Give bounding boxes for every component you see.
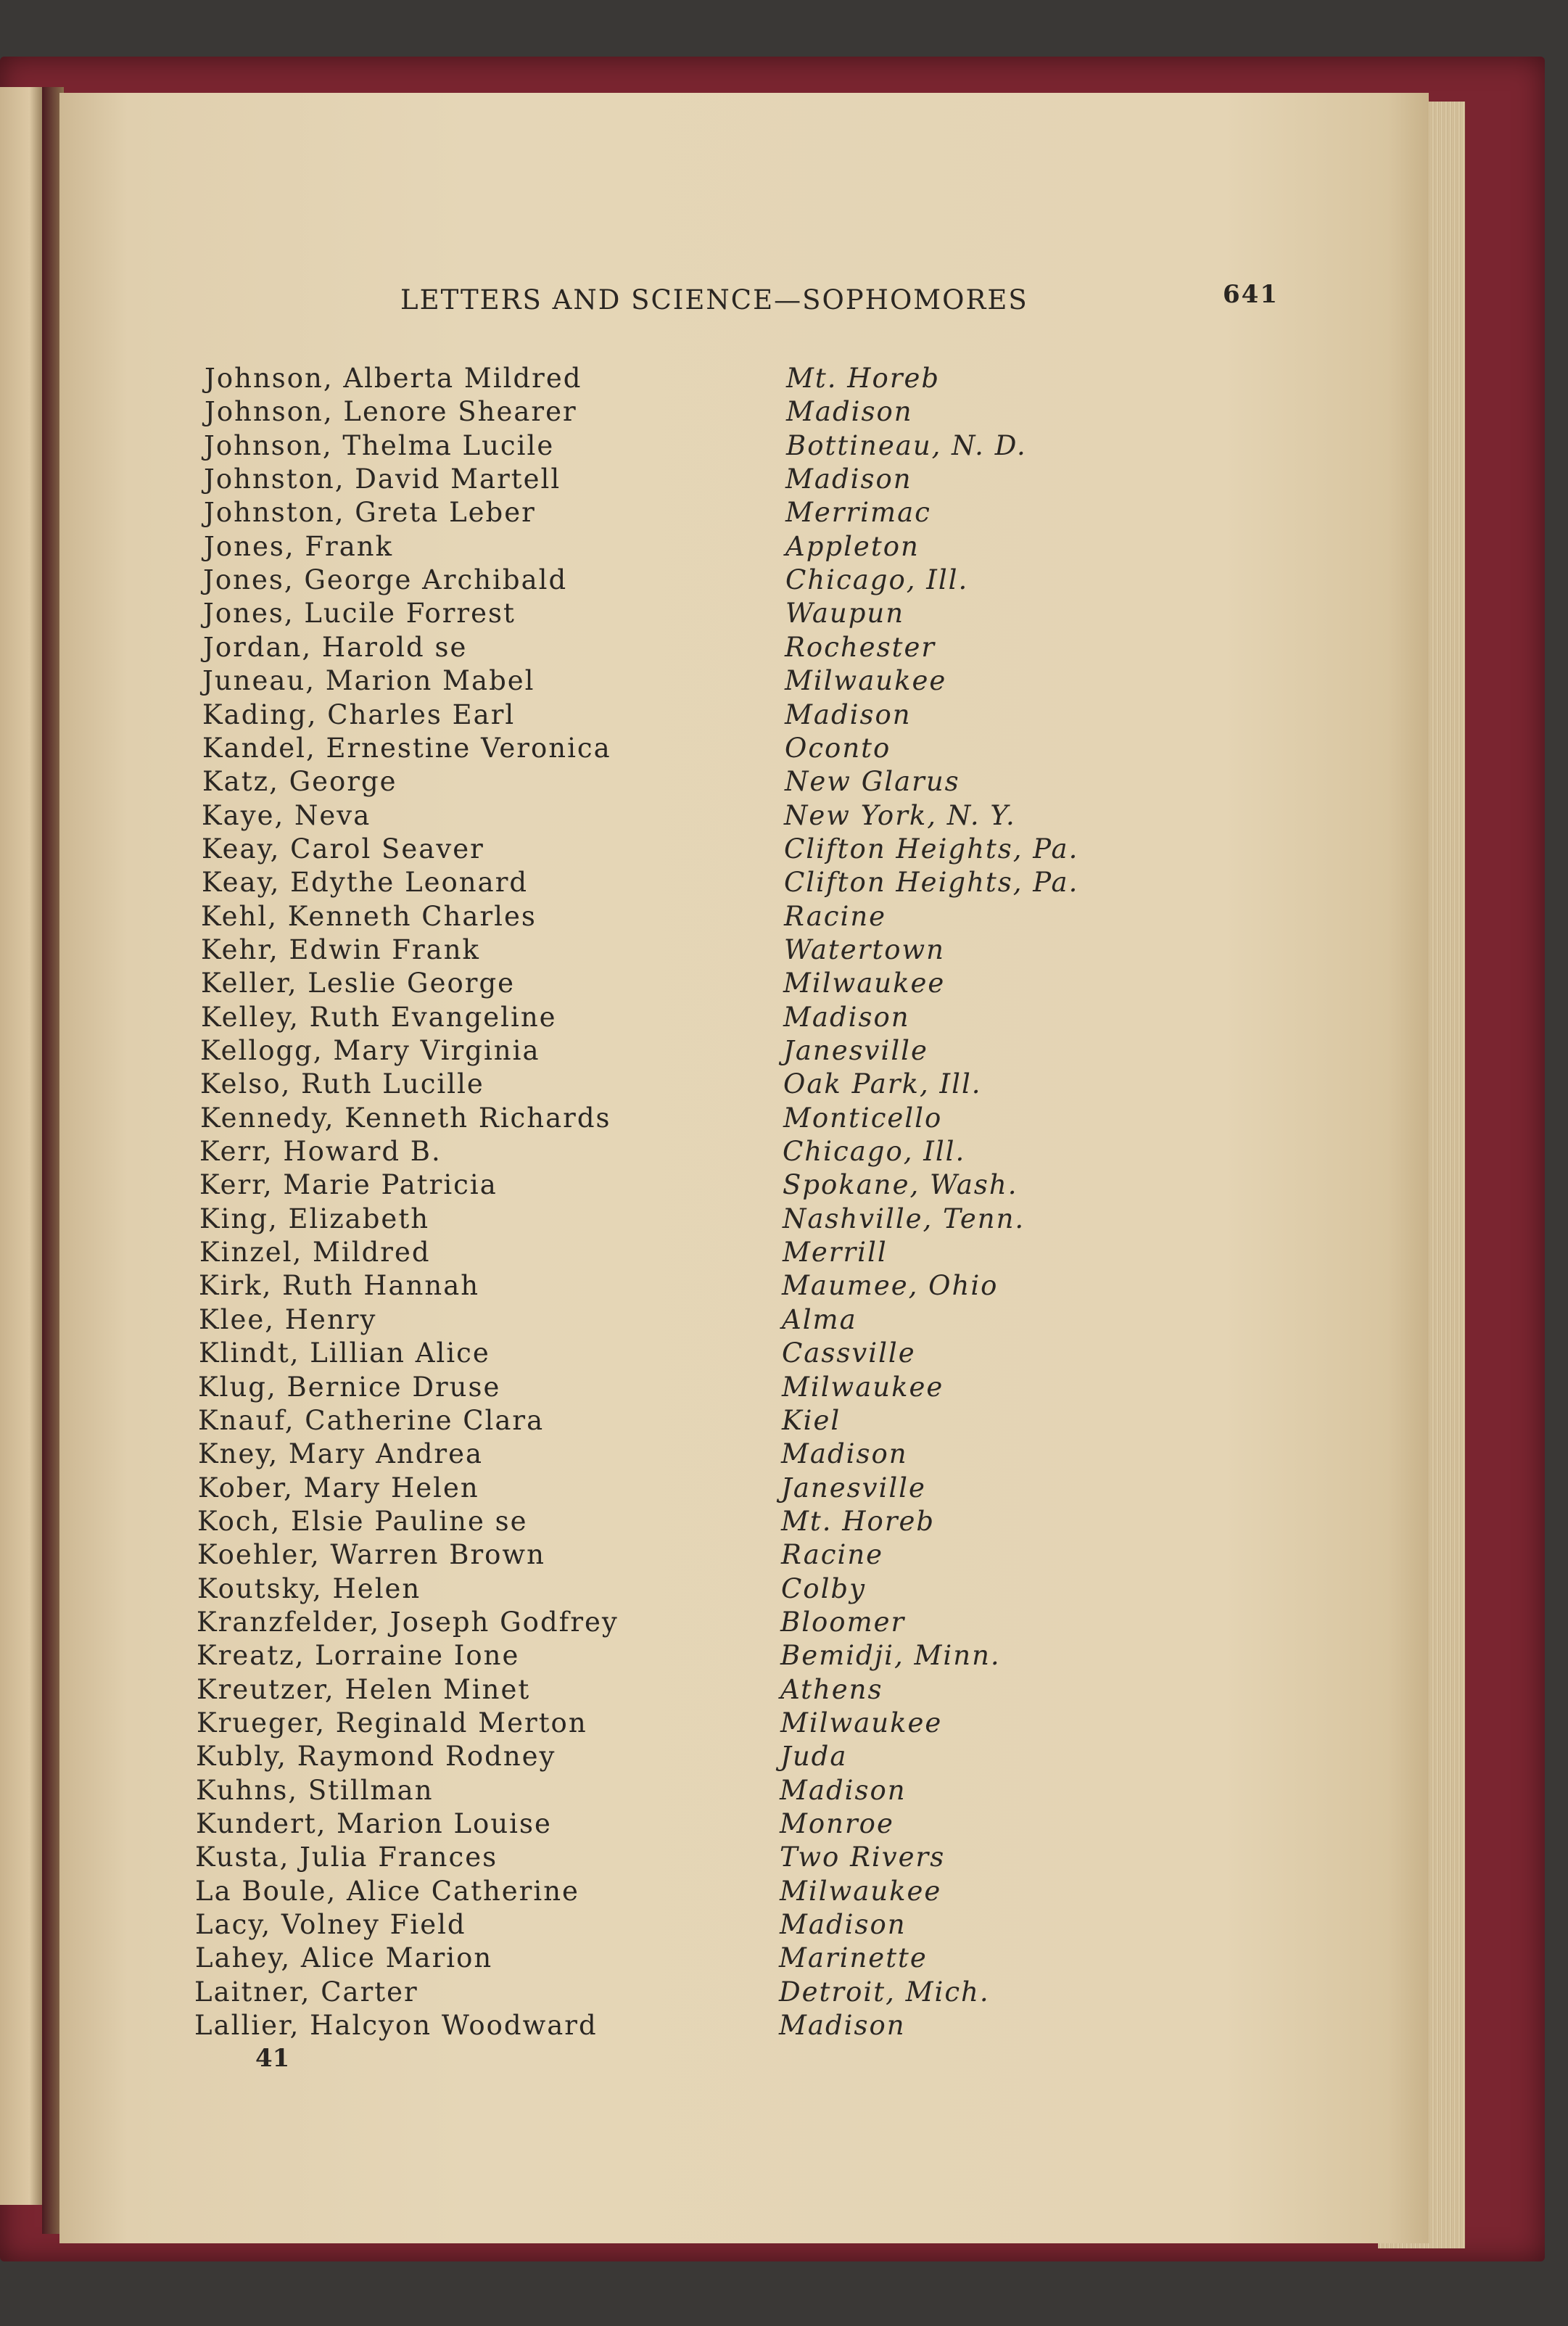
- hometown: New York, N. Y.: [784, 800, 1016, 831]
- list-item: [0, 1237, 1568, 1270]
- hometown: Marinette: [779, 1942, 928, 1974]
- list-item: [0, 1438, 1568, 1472]
- list-item: [0, 1775, 1568, 1808]
- running-head: LETTERS AND SCIENCE—SOPHOMORES: [400, 284, 1028, 316]
- hometown: Milwaukee: [780, 1876, 942, 1907]
- student-name: Keay, Carol Seaver: [202, 833, 484, 865]
- hometown: Watertown: [784, 934, 945, 965]
- student-name: Juneau, Marion Mabel: [202, 665, 535, 696]
- student-name: Kney, Mary Andrea: [198, 1438, 484, 1469]
- list-item: [0, 1876, 1568, 1909]
- hometown: Racine: [784, 901, 887, 932]
- student-name: King, Elizabeth: [199, 1203, 430, 1234]
- hometown: Monticello: [783, 1102, 943, 1134]
- hometown: Bloomer: [780, 1607, 906, 1638]
- list-item: [0, 430, 1568, 463]
- list-item: [0, 1002, 1568, 1035]
- list-item: [0, 1640, 1568, 1673]
- student-name: La Boule, Alice Catherine: [195, 1876, 579, 1907]
- student-name: Kehr, Edwin Frank: [201, 934, 480, 965]
- hometown: Merrimac: [785, 497, 931, 528]
- list-item: [0, 1304, 1568, 1337]
- student-name: Jones, Frank: [204, 531, 394, 562]
- student-name: Jordan, Harold se: [203, 632, 468, 663]
- student-name: Jones, Lucile Forrest: [203, 598, 516, 629]
- list-item: [0, 396, 1568, 429]
- hometown: Rochester: [785, 632, 936, 663]
- hometown: Madison: [781, 1438, 908, 1469]
- list-item: [0, 598, 1568, 631]
- page-header: [0, 280, 1568, 321]
- list-item: [0, 1372, 1568, 1405]
- hometown: Madison: [785, 699, 912, 730]
- hometown: Racine: [781, 1539, 884, 1570]
- student-name: Koehler, Warren Brown: [197, 1539, 545, 1570]
- list-item: [0, 1539, 1568, 1572]
- student-name: Kehl, Kenneth Charles: [201, 901, 537, 932]
- student-name: Knauf, Catherine Clara: [198, 1405, 545, 1436]
- hometown: Madison: [786, 396, 913, 427]
- list-item: [0, 363, 1568, 396]
- student-name: Johnson, Lenore Shearer: [205, 396, 577, 427]
- student-name: Kober, Mary Helen: [198, 1472, 479, 1504]
- list-item: [0, 934, 1568, 968]
- student-name: Kranzfelder, Joseph Godfrey: [197, 1607, 619, 1638]
- list-item: [0, 1136, 1568, 1169]
- hometown: Colby: [781, 1573, 867, 1604]
- student-name: Kerr, Marie Patricia: [199, 1169, 498, 1200]
- list-item: [0, 531, 1568, 564]
- hometown: Oak Park, Ill.: [783, 1068, 982, 1100]
- hometown: Chicago, Ill.: [785, 564, 969, 595]
- student-name: Johnson, Thelma Lucile: [204, 430, 555, 461]
- hometown: Bottineau, N. D.: [786, 430, 1027, 461]
- hometown: Milwaukee: [782, 1372, 944, 1403]
- student-name: Kinzel, Mildred: [199, 1237, 431, 1268]
- hometown: Juda: [780, 1741, 848, 1772]
- list-item: [0, 968, 1568, 1001]
- student-name: Lahey, Alice Marion: [195, 1942, 493, 1974]
- student-name: Kandel, Ernestine Veronica: [202, 733, 611, 764]
- student-name: Kaye, Neva: [202, 800, 371, 831]
- hometown: Mt. Horeb: [781, 1506, 936, 1537]
- list-item: [0, 1102, 1568, 1136]
- hometown: Cassville: [782, 1337, 916, 1369]
- hometown: Alma: [782, 1304, 857, 1335]
- student-name: Klee, Henry: [199, 1304, 377, 1335]
- student-name: Katz, George: [202, 766, 397, 797]
- list-item: [0, 1068, 1568, 1102]
- list-item: [0, 1337, 1568, 1371]
- student-name: Johnston, Greta Leber: [204, 497, 536, 528]
- hometown: Clifton Heights, Pa.: [784, 867, 1079, 898]
- hometown: Merrill: [783, 1237, 888, 1268]
- list-item: [0, 1842, 1568, 1875]
- list-item: [0, 1976, 1568, 2010]
- list-item: [0, 1035, 1568, 1068]
- list-item: [0, 564, 1568, 598]
- student-name: Kerr, Howard B.: [199, 1136, 442, 1167]
- hometown: Madison: [785, 463, 912, 495]
- page-number: 641: [1223, 280, 1279, 309]
- hometown: Madison: [783, 1002, 910, 1033]
- student-name: Kelley, Ruth Evangeline: [201, 1002, 557, 1033]
- student-name: Kennedy, Kenneth Richards: [200, 1102, 611, 1134]
- hometown: Madison: [780, 1909, 907, 1940]
- student-name: Klug, Bernice Druse: [198, 1372, 501, 1403]
- list-item: [0, 867, 1568, 900]
- hometown: Detroit, Mich.: [779, 1976, 990, 2008]
- student-name: Johnson, Alberta Mildred: [205, 363, 582, 394]
- list-item: [0, 1909, 1568, 1942]
- student-name: Kreutzer, Helen Minet: [197, 1674, 531, 1705]
- hometown: Kiel: [782, 1405, 841, 1436]
- hometown: Appleton: [785, 531, 920, 562]
- student-name: Laitner, Carter: [194, 1976, 418, 2008]
- hometown: New Glarus: [785, 766, 960, 797]
- list-item: [0, 1169, 1568, 1203]
- hometown: Spokane, Wash.: [783, 1169, 1018, 1200]
- list-item: [0, 1203, 1568, 1237]
- student-name: Kading, Charles Earl: [202, 699, 516, 730]
- list-item: [0, 1573, 1568, 1607]
- student-name: Lallier, Halcyon Woodward: [194, 2010, 598, 2041]
- list-item: [0, 1942, 1568, 1976]
- list-item: [0, 497, 1568, 530]
- list-item: [0, 665, 1568, 698]
- hometown: Oconto: [785, 733, 891, 764]
- hometown: Mt. Horeb: [786, 363, 941, 394]
- list-item: [0, 800, 1568, 833]
- list-item: [0, 1506, 1568, 1539]
- student-name: Kelso, Ruth Lucille: [200, 1068, 484, 1100]
- student-name: Klindt, Lillian Alice: [199, 1337, 490, 1369]
- list-item: [0, 833, 1568, 867]
- list-item: [0, 1607, 1568, 1640]
- hometown: Milwaukee: [780, 1707, 943, 1739]
- hometown: Madison: [780, 1775, 907, 1806]
- list-item: [0, 463, 1568, 497]
- hometown: Maumee, Ohio: [782, 1270, 999, 1301]
- student-name: Krueger, Reginald Merton: [197, 1707, 587, 1739]
- signature-mark: 41: [255, 2044, 290, 2073]
- student-name: Keay, Edythe Leonard: [202, 867, 529, 898]
- student-name: Johnston, David Martell: [204, 463, 561, 495]
- hometown: Janesville: [783, 1035, 928, 1066]
- student-name: Kuhns, Stillman: [196, 1775, 434, 1806]
- hometown: Milwaukee: [785, 665, 947, 696]
- hometown: Nashville, Tenn.: [783, 1203, 1026, 1234]
- student-name: Lacy, Volney Field: [195, 1909, 466, 1940]
- hometown: Athens: [780, 1674, 883, 1705]
- list-item: [0, 1472, 1568, 1506]
- hometown: Janesville: [781, 1472, 926, 1504]
- hometown: Milwaukee: [783, 968, 946, 999]
- hometown: Madison: [779, 2010, 906, 2041]
- list-item: [0, 632, 1568, 665]
- list-item: [0, 1808, 1568, 1842]
- list-item: [0, 901, 1568, 934]
- hometown: Chicago, Ill.: [783, 1136, 966, 1167]
- student-name: Kusta, Julia Frances: [195, 1842, 498, 1873]
- list-item: [0, 1405, 1568, 1438]
- hometown: Clifton Heights, Pa.: [784, 833, 1079, 865]
- student-name: Kellogg, Mary Virginia: [200, 1035, 540, 1066]
- student-name: Koch, Elsie Pauline se: [197, 1506, 528, 1537]
- student-name: Jones, George Archibald: [203, 564, 568, 595]
- list-item: [0, 1674, 1568, 1707]
- student-name: Koutsky, Helen: [197, 1573, 421, 1604]
- hometown: Monroe: [780, 1808, 894, 1839]
- hometown: Two Rivers: [780, 1842, 946, 1873]
- list-item: [0, 1741, 1568, 1774]
- hometown: Bemidji, Minn.: [780, 1640, 1001, 1671]
- hometown: Waupun: [785, 598, 905, 629]
- list-item: [0, 1707, 1568, 1741]
- student-name: Kundert, Marion Louise: [196, 1808, 552, 1839]
- student-name: Kubly, Raymond Rodney: [196, 1741, 556, 1772]
- list-item: [0, 1270, 1568, 1303]
- student-name: Kreatz, Lorraine Ione: [197, 1640, 520, 1671]
- list-item: [0, 2010, 1568, 2043]
- list-item: [0, 699, 1568, 733]
- list-item: [0, 766, 1568, 799]
- list-item: [0, 733, 1568, 766]
- student-name: Keller, Leslie George: [201, 968, 516, 999]
- student-name: Kirk, Ruth Hannah: [199, 1270, 480, 1301]
